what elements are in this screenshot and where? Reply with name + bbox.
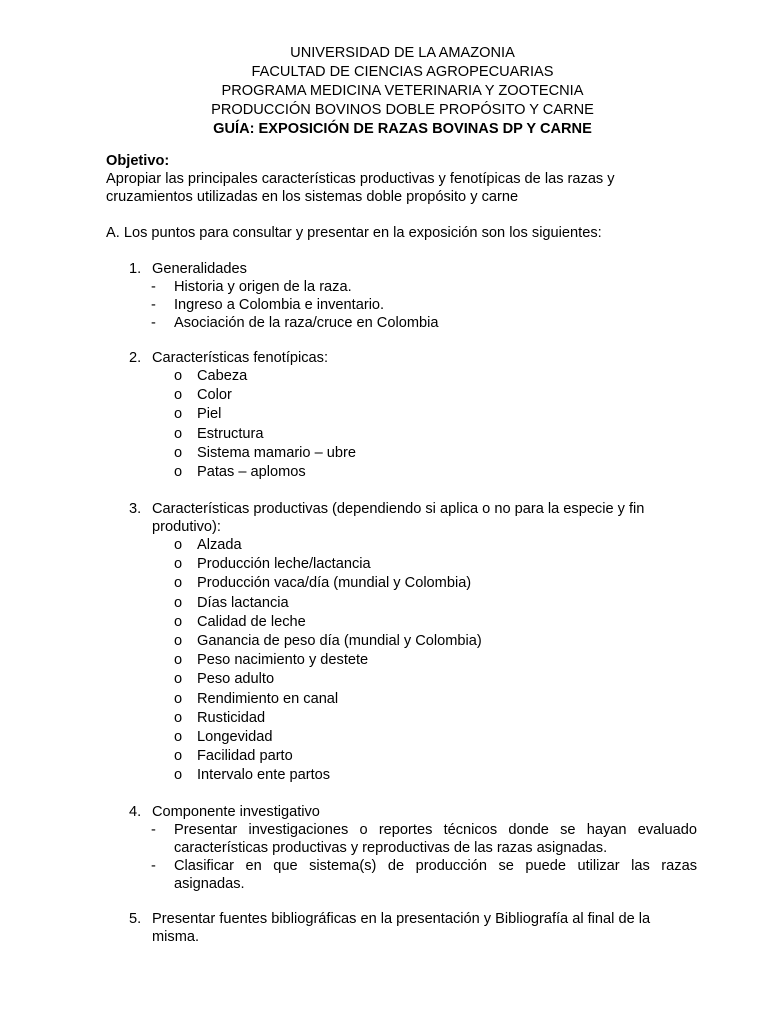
list-item: o Color (129, 386, 697, 405)
course-name: PRODUCCIÓN BOVINOS DOBLE PROPÓSITO Y CARNE (211, 102, 594, 118)
list-item: o Rusticidad (129, 709, 697, 728)
list-item: o Alzada (129, 536, 697, 555)
section-2-list (129, 367, 697, 482)
objective-label: Objetivo: (106, 153, 170, 169)
bullet-marker: o (174, 633, 183, 650)
list-item: - Historia y origen de la raza. (151, 279, 352, 295)
list-item: o Cabeza (129, 367, 697, 386)
list-item: o Peso adulto (129, 670, 697, 689)
bullet-marker: o (174, 671, 183, 688)
list-item: - Asociación de la raza/cruce en Colombia (151, 315, 439, 331)
bullet-marker: o (174, 767, 183, 784)
program-name: PROGRAMA MEDICINA VETERINARIA Y ZOOTECNIA (221, 83, 584, 99)
document-header (0, 44, 768, 139)
list-item: - Clasificar en que sistema(s) de producción se puede utilizar las razas asignadas. (151, 858, 697, 892)
bullet-marker: o (174, 729, 183, 746)
section-3 (129, 500, 697, 786)
objective-text: Apropiar las principales características productivas y fenotípicas de las razas y cruzamientos utilizadas en los sistemas doble propósito y carne (106, 171, 615, 205)
list-item: o Rendimiento en canal (129, 690, 697, 709)
dash-marker: - (151, 279, 156, 295)
bullet-marker: o (174, 368, 183, 384)
list-item: o Patas – aplomos (129, 463, 697, 482)
dash-marker: - (151, 297, 156, 313)
list-item: o Producción leche/lactancia (129, 555, 697, 574)
bullet-marker: o (174, 464, 183, 481)
section-4-list (129, 821, 697, 893)
section-3-list (129, 536, 697, 786)
list-item: o Longevidad (129, 728, 697, 747)
list-item: - Presentar investigaciones o reportes técnicos donde se hayan evaluado características productivas y reproductivas de las razas asignadas. (151, 822, 697, 856)
dash-marker: - (151, 315, 156, 331)
section-5 (129, 910, 697, 946)
section-title: Presentar fuentes bibliográficas en la presentación y Bibliografía al final de la misma. (152, 911, 651, 945)
bullet-marker: o (174, 748, 183, 765)
university-name: UNIVERSIDAD DE LA AMAZONIA (290, 45, 515, 61)
intro-text: A. Los puntos para consultar y presentar en la exposición son los siguientes: (106, 225, 602, 241)
faculty-name: FACULTAD DE CIENCIAS AGROPECUARIAS (251, 64, 554, 80)
bullet-marker: o (174, 575, 183, 592)
section-1 (129, 260, 697, 332)
list-item: o Facilidad parto (129, 747, 697, 766)
section-title: Características productivas (dependiendo si aplica o no para la especie y fin produtivo): (152, 501, 645, 535)
bullet-marker: o (174, 537, 183, 553)
list-item: o Ganancia de peso día (mundial y Colombia) (129, 632, 697, 651)
bullet-marker: o (174, 444, 183, 461)
bullet-marker: o (174, 425, 183, 442)
section-2 (129, 349, 697, 482)
dash-marker: - (151, 822, 156, 838)
list-item: o Producción vaca/día (mundial y Colombia) (129, 574, 697, 593)
section-title: Generalidades (152, 261, 247, 277)
list-item: o Sistema mamario – ubre (129, 444, 697, 463)
list-item: o Piel (129, 405, 697, 424)
bullet-marker: o (174, 709, 183, 726)
section-1-list (129, 278, 697, 332)
objective-section (106, 152, 698, 206)
guide-title: GUÍA: EXPOSICIÓN DE RAZAS BOVINAS DP Y CARNE (213, 121, 592, 137)
bullet-marker: o (174, 613, 183, 630)
list-item: o Días lactancia (129, 594, 697, 613)
section-number: 2. (129, 350, 142, 366)
bullet-marker: o (174, 594, 183, 611)
list-item: o Intervalo ente partos (129, 766, 697, 785)
section-title: Componente investigativo (152, 804, 320, 820)
bullet-marker: o (174, 556, 183, 573)
list-item: o Estructura (129, 425, 697, 444)
section-number: 4. (129, 804, 142, 820)
section-number: 5. (129, 911, 142, 927)
bullet-marker: o (174, 652, 183, 669)
section-number: 3. (129, 501, 142, 517)
list-item: o Calidad de leche (129, 613, 697, 632)
bullet-marker: o (174, 690, 183, 707)
section-number: 1. (129, 261, 142, 277)
section-4 (129, 803, 697, 893)
bullet-marker: o (174, 406, 183, 423)
list-item: - Ingreso a Colombia e inventario. (151, 297, 385, 313)
bullet-marker: o (174, 387, 183, 404)
list-item: o Peso nacimiento y destete (129, 651, 697, 670)
dash-marker: - (151, 858, 156, 874)
section-title: Características fenotípicas: (152, 350, 329, 366)
